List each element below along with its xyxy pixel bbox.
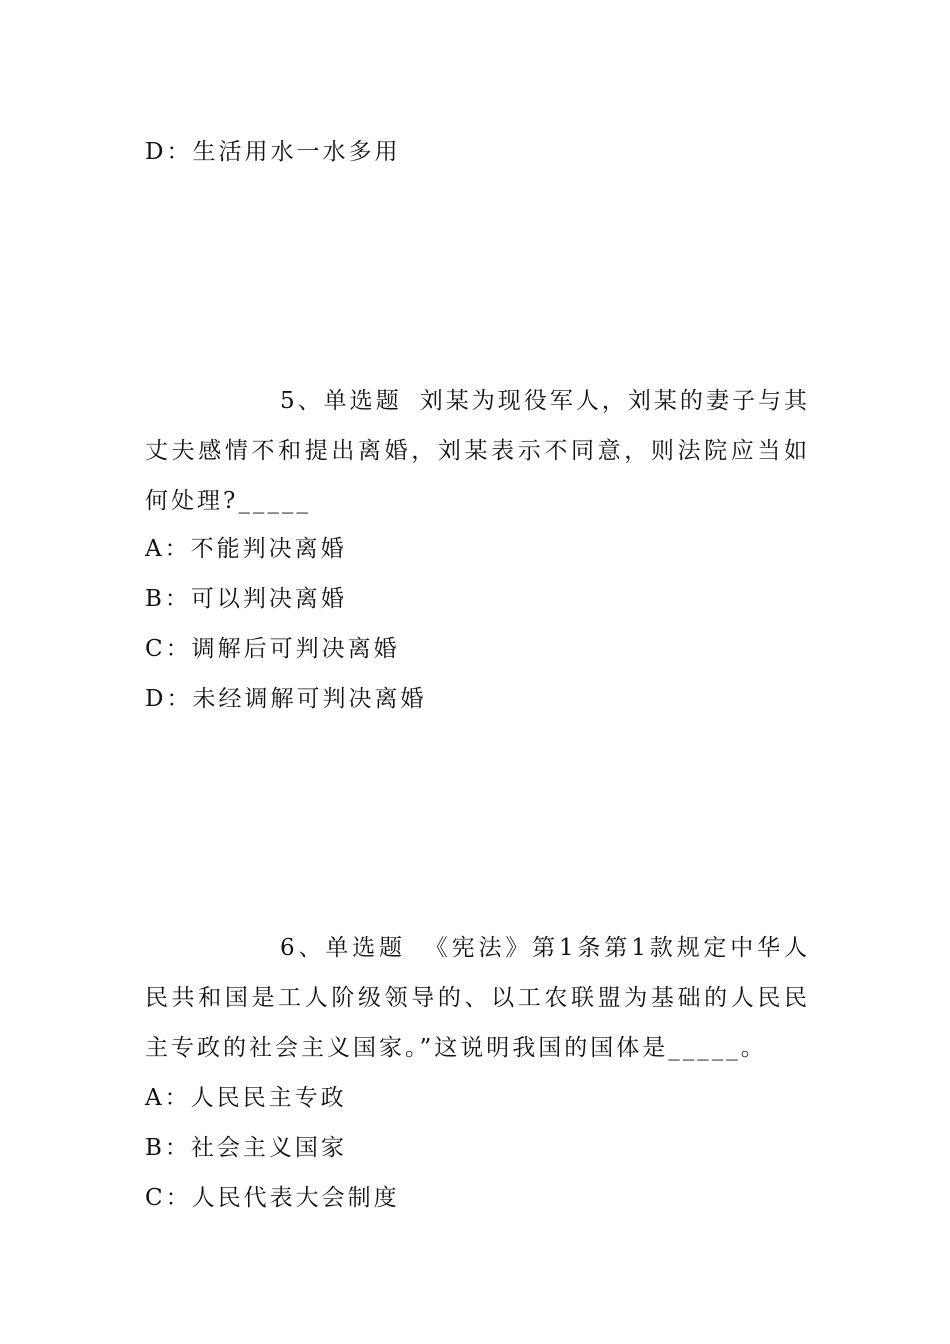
option-d: D：未经调解可判决离婚	[145, 686, 427, 712]
option-a: A：人民民主专政	[145, 1085, 347, 1111]
option-c: C：调解后可判决离婚	[145, 636, 400, 662]
question-6-stem	[145, 923, 810, 1073]
question-5-stem	[145, 376, 810, 526]
question-number: 6、单选题	[280, 935, 406, 961]
question-text: 刘某为现役军人，刘某的妻子与其丈夫感情不和提出离婚，刘某表示不同意，则法院应当如何处理?_____	[145, 388, 811, 514]
option-b: B：社会主义国家	[145, 1135, 347, 1161]
option-d: D：生活用水一水多用	[145, 139, 401, 165]
option-c: C：人民代表大会制度	[145, 1185, 400, 1211]
option-b: B：可以判决离婚	[145, 586, 347, 612]
option-a: A：不能判决离婚	[145, 536, 347, 562]
question-number: 5、单选题	[280, 388, 402, 414]
question-text: 《宪法》第1条第1款规定中华人民共和国是工人阶级领导的、以工农联盟为基础的人民民主专政的社会主义国家。”这说明我国的国体是_____。	[145, 935, 810, 1061]
